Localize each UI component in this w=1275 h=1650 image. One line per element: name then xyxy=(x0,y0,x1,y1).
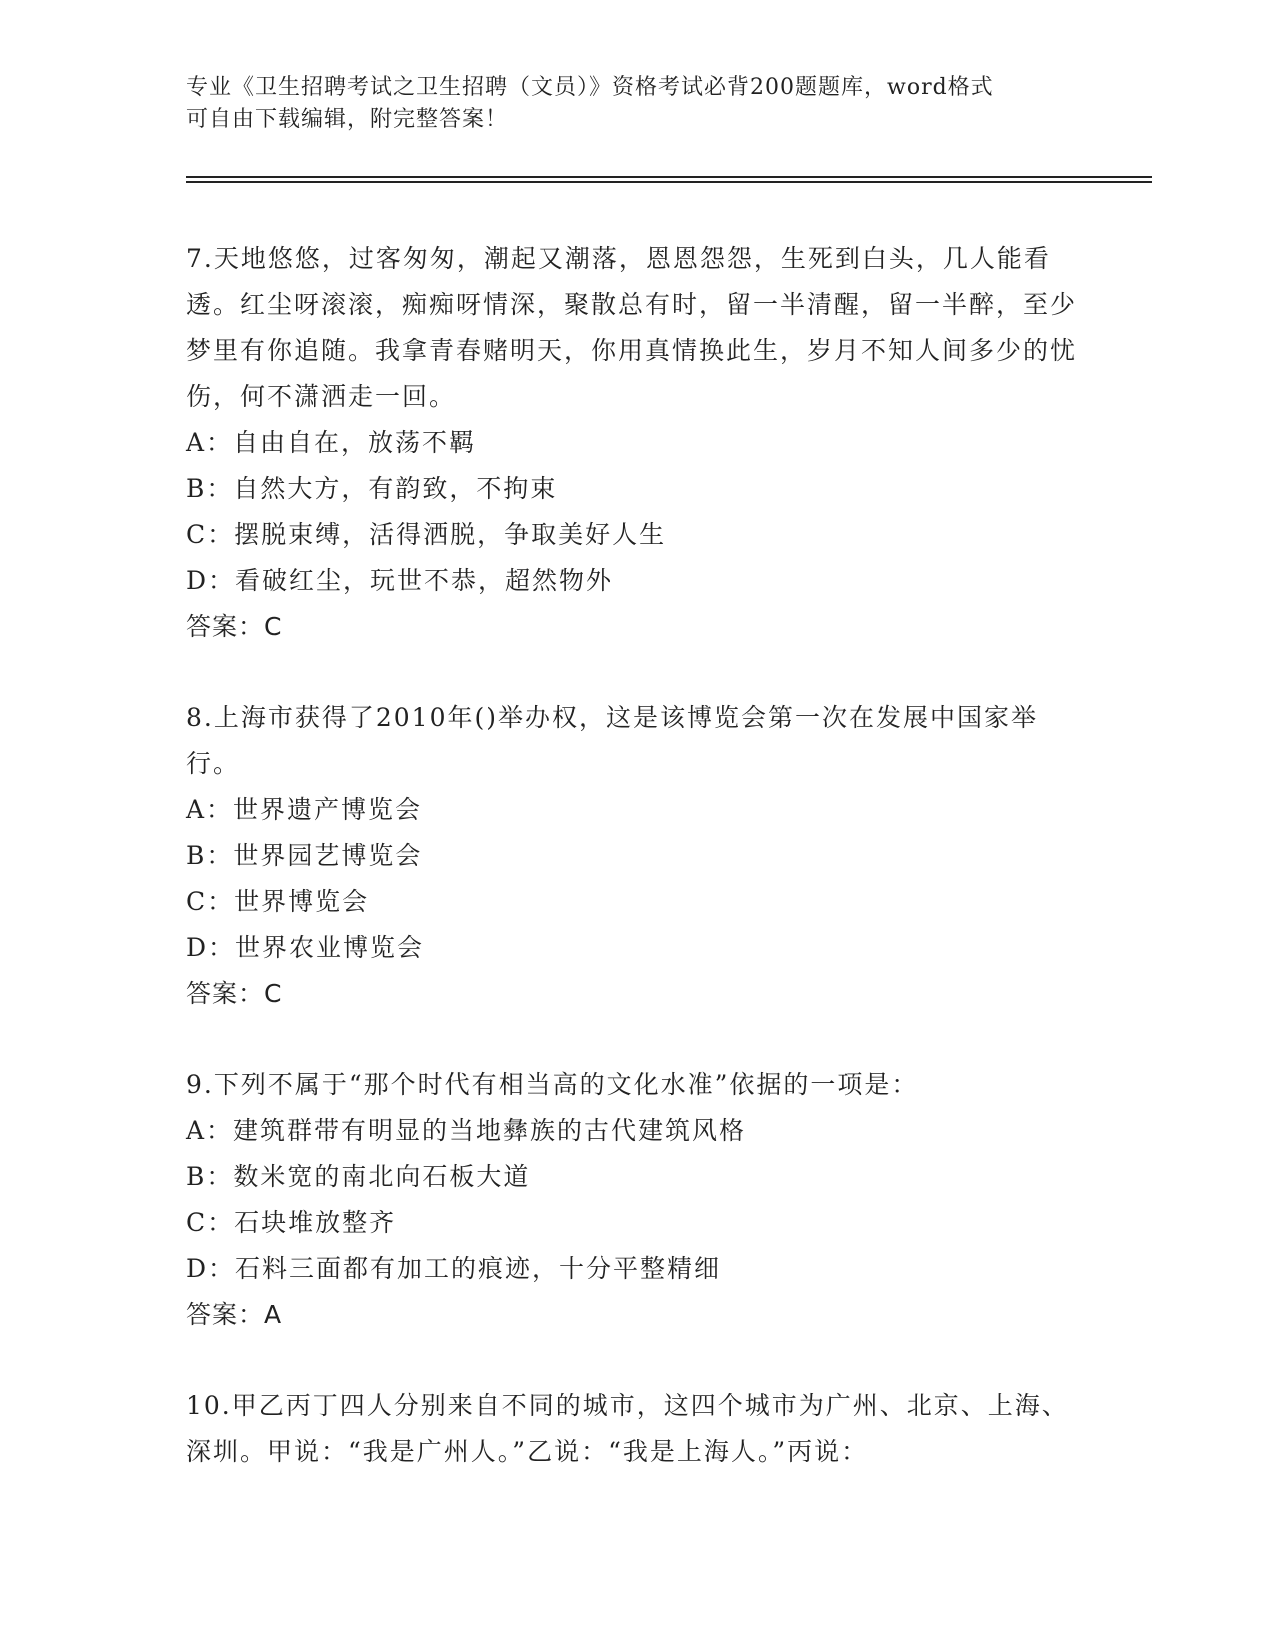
answer: 答案：A xyxy=(186,1300,283,1329)
header-line-1: 专业《卫生招聘考试之卫生招聘（文员）》资格考试必背200题题库，word格式 xyxy=(186,75,994,100)
header-divider-bottom xyxy=(186,181,1152,183)
option-c: C：摆脱束缚，活得洒脱，争取美好人生 xyxy=(186,520,667,549)
question-spacer xyxy=(186,650,1086,695)
question-8 xyxy=(186,695,1086,1017)
answer: 答案：C xyxy=(186,612,283,641)
option-b: B：自然大方，有韵致，不拘束 xyxy=(186,474,558,503)
question-spacer xyxy=(186,1338,1086,1383)
option-a: A：建筑群带有明显的当地彝族的古代建筑风格 xyxy=(186,1116,747,1145)
question-7 xyxy=(186,236,1086,650)
option-b: B：数米宽的南北向石板大道 xyxy=(186,1162,531,1191)
header-line-2: 可自由下载编辑，附完整答案！ xyxy=(186,107,509,132)
option-a: A：世界遗产博览会 xyxy=(186,795,423,824)
question-text: 8.上海市获得了2010年()举办权，这是该博览会第一次在发展中国家举行。 xyxy=(186,703,1038,778)
question-10 xyxy=(186,1383,1086,1475)
option-b: B：世界园艺博览会 xyxy=(186,841,423,870)
option-d: D：石料三面都有加工的痕迹，十分平整精细 xyxy=(186,1254,722,1283)
answer: 答案：C xyxy=(186,979,283,1008)
header-divider-top xyxy=(186,176,1152,178)
question-text: 9.下列不属于“那个时代有相当高的文化水准”依据的一项是： xyxy=(186,1070,919,1099)
option-d: D：看破红尘，玩世不恭，超然物外 xyxy=(186,566,614,595)
question-spacer xyxy=(186,1017,1086,1062)
option-a: A：自由自在，放荡不羁 xyxy=(186,428,477,457)
document-header xyxy=(186,72,1066,136)
option-c: C：世界博览会 xyxy=(186,887,370,916)
question-list xyxy=(186,236,1086,1475)
option-d: D：世界农业博览会 xyxy=(186,933,425,962)
question-text: 10.甲乙丙丁四人分别来自不同的城市，这四个城市为广州、北京、上海、深圳。甲说：“我是广州人。”乙说：“我是上海人。”丙说： xyxy=(186,1391,1069,1466)
question-text: 7.天地悠悠，过客匆匆，潮起又潮落，恩恩怨怨，生死到白头，几人能看透。红尘呀滚滚，痴痴呀情深，聚散总有时，留一半清醒，留一半醉，至少梦里有你追随。我拿青春赌明天，你用真情换此生，岁月不知人间多少的忧伤，何不潇洒走一回。 xyxy=(186,244,1078,411)
question-9 xyxy=(186,1062,1086,1338)
option-c: C：石块堆放整齐 xyxy=(186,1208,397,1237)
